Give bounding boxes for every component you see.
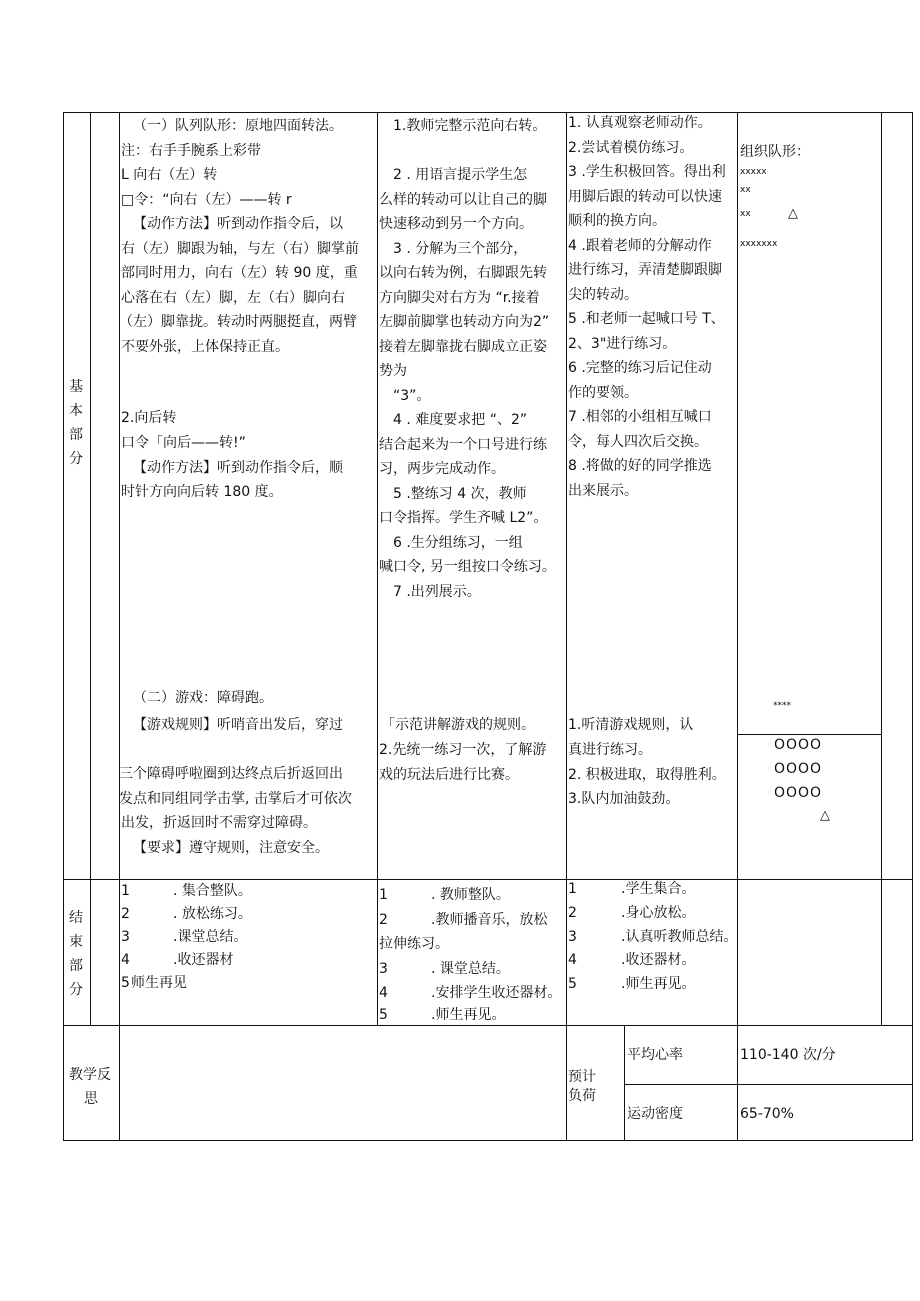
end-item-num: 3 (121, 929, 130, 945)
teacher-step: 5 .整练习 4 次，教师 (393, 485, 527, 502)
table-border-left (63, 112, 64, 1141)
end-teacher-text: .教师播音乐，放松 (431, 911, 548, 928)
game-teacher-step: 2.先统一练习一次，了解游 (379, 742, 547, 758)
drill-method-line: 右（左）脚跟为轴，与左（右）脚掌前 (121, 240, 359, 257)
formation-stars: **** (773, 701, 791, 711)
drill-title: （一）队列队形：原地四面转法。 (133, 118, 343, 134)
end-teacher-num: 3 (379, 960, 388, 977)
formation-row: xxxxxxx (740, 239, 778, 249)
end-item-text: .课堂总结。 (173, 929, 248, 945)
student-step: 尖的转动。 (568, 286, 638, 303)
teacher-step: “3”。 (393, 387, 431, 404)
student-step: 作的要领。 (568, 384, 638, 401)
drill-method-2: 【动作方法】听到动作指令后，顺 (133, 459, 343, 476)
game-formation-row: OOOO (774, 785, 823, 801)
end-student-num: 1 (568, 881, 577, 897)
teacher-step: 左脚前脚掌也转动方向为2” (379, 314, 550, 330)
end-teacher-num: 1 (379, 887, 388, 903)
student-step: 2、3"进行练习。 (568, 335, 677, 352)
student-step: 7 .相邻的小组相互喊口 (568, 409, 712, 425)
col-divider-load (624, 1025, 625, 1141)
formation-row: xx (740, 185, 751, 195)
student-step: 出来展示。 (568, 482, 638, 499)
teacher-step: 7 .出列展示。 (393, 583, 481, 600)
teacher-step: 3 . 分解为三个部分， (393, 240, 528, 257)
end-student-num: 2 (568, 905, 577, 921)
teacher-step: 喊口令, 另一组按口令练习。 (379, 559, 556, 575)
game-formation-row: OOOO (774, 761, 823, 777)
teacher-position-triangle: △ (820, 808, 830, 823)
teacher-step: 6 .生分组练习，一组 (393, 534, 523, 551)
col-divider-teacher (377, 112, 378, 1025)
end-item-text: . 集合整队。 (173, 883, 252, 899)
end-item-text: . 放松练习。 (173, 906, 252, 922)
formation-title: 组织队形： (740, 144, 810, 160)
table-border-bottom (63, 1140, 913, 1141)
game-student-step: 2. 积极进取，取得胜利。 (568, 766, 726, 783)
drill-item-2: 2.向后转 (121, 410, 177, 426)
teacher-step: 接着左脚靠拢右脚成立正姿 (379, 338, 547, 355)
density-value: 65-70% (740, 1106, 794, 1122)
heart-rate-value: 110-140 次/分 (740, 1047, 836, 1063)
end-teacher-num: 2 (379, 911, 388, 928)
table-border-top (63, 112, 913, 113)
end-item-num: 5 (121, 975, 130, 991)
game-rules: 发点和同组同学击掌, 击掌后才可依次 (119, 790, 352, 807)
drill-command-2: 口令「向后——转!” (121, 435, 246, 451)
basic-section-label: 基 本 部 分 (69, 379, 83, 467)
teacher-step: 结合起来为一个口号进行练 (379, 436, 547, 453)
teacher-step: 么样的转动可以让自己的脚 (379, 191, 547, 208)
end-teacher-text: . 教师整队。 (431, 887, 510, 903)
game-teacher-step: 「示范讲解游戏的规则。 (381, 717, 535, 733)
game-title: （二）游戏：障碍跑。 (133, 690, 273, 706)
heart-rate-label: 平均心率 (627, 1047, 683, 1063)
drill-method-line: 不要外张，上体保持正直。 (121, 338, 289, 355)
col-divider-organization (737, 112, 738, 1141)
teacher-step: 口令指挥。学生齐喊 L2”。 (379, 510, 548, 526)
student-step: 顺利的换方向。 (568, 213, 666, 229)
formation-row: xx (740, 209, 751, 219)
end-teacher-text: . 课堂总结。 (431, 960, 510, 977)
student-step: 1. 认真观察老师动作。 (568, 115, 712, 131)
student-step: 6 .完整的练习后记住动 (568, 360, 712, 376)
drill-method-line: 心落在右（左）脚，左（右）脚向右 (121, 289, 345, 306)
game-rules: 【游戏规则】听哨音出发后，穿过 (133, 717, 343, 733)
drill-note: 注：右手手腕系上彩带 (121, 142, 261, 159)
table-border-right (912, 112, 913, 1141)
end-student-num: 4 (568, 952, 577, 968)
end-student-text: .收还器材。 (621, 952, 696, 968)
teacher-step: 2 . 用语言提示学生怎 (393, 167, 528, 183)
col-divider-label (90, 112, 91, 1025)
end-student-num: 5 (568, 976, 577, 992)
drill-command: □令：“向右（左）——转 r (121, 191, 292, 208)
load-label: 负荷 (568, 1088, 596, 1104)
end-student-num: 3 (568, 929, 577, 945)
game-rules: 出发，折返回时不需穿过障碍。 (121, 815, 317, 831)
game-formation-row: OOOO (774, 737, 823, 753)
student-step: 5 .和老师一起喊口号 T、 (568, 311, 725, 327)
game-teacher-step: 戏的玩法后进行比赛。 (379, 766, 519, 783)
drill-method-line: （左）脚靠拢。转动时两腿挺直，两臂 (119, 314, 357, 330)
drill-method-line: 部同时用力，向右（左）转 90 度，重 (121, 265, 358, 281)
end-student-text: .师生再见。 (621, 976, 696, 992)
student-step: 用脚后跟的转动可以快速 (568, 188, 722, 205)
student-step: 4 .跟着老师的分解动作 (568, 237, 712, 254)
end-teacher-num: 5 (379, 1007, 388, 1023)
end-item-num: 1 (121, 883, 130, 899)
teacher-step: 快速移动到另一个方向。 (379, 216, 533, 232)
reflection-label: 思 (84, 1091, 98, 1107)
load-label: 预计 (568, 1069, 596, 1085)
col-divider-student (566, 112, 567, 1141)
teacher-step: 1.教师完整示范向右转。 (393, 118, 547, 134)
teacher-position-triangle: △ (788, 206, 798, 221)
end-student-text: .身心放松。 (621, 905, 696, 921)
end-student-text: .学生集合。 (621, 881, 696, 897)
game-requirement: 【要求】遵守规则，注意安全。 (133, 839, 329, 856)
game-rules: 三个障碍呼啦圈到达终点后折返回出 (119, 766, 343, 782)
teacher-step: 方向脚尖对右方为 “r.接着 (379, 289, 540, 306)
end-teacher-text: 拉伸练习。 (379, 936, 449, 952)
col-divider-content (119, 112, 120, 1141)
teacher-step: 习，两步完成动作。 (379, 461, 505, 477)
student-step: 令，每人四次后交换。 (568, 433, 708, 450)
teacher-step: 势为 (379, 363, 407, 379)
drill-method-2: 时针方向向后转 180 度。 (121, 484, 283, 500)
teacher-step: 以向右转为例，右脚跟先转 (379, 265, 547, 281)
reflection-label: 教学反 (69, 1067, 111, 1083)
student-step: 2.尝试着模仿练习。 (568, 139, 694, 156)
game-student-step: 3.队内加油鼓劲。 (568, 791, 680, 807)
drill-item-1: L 向右（左）转 (121, 167, 218, 183)
end-teacher-text: .安排学生收还器材。 (431, 985, 562, 1001)
col-divider-notes (881, 112, 882, 1025)
end-section-label: 结 束 部 分 (69, 910, 83, 998)
end-item-num: 4 (121, 952, 130, 968)
drill-method-line: 【动作方法】听到动作指令后，以 (133, 216, 343, 232)
student-step: 3 .学生积极回答。得出利 (568, 164, 726, 180)
end-student-text: .认真听教师总结。 (621, 929, 738, 945)
divider-load-rows (624, 1084, 913, 1085)
end-item-num: 2 (121, 906, 130, 922)
end-item-text: 师生再见 (131, 975, 187, 991)
teacher-step: 4 . 难度要求把 “、2” (393, 412, 528, 428)
end-teacher-text: .师生再见。 (431, 1007, 506, 1023)
density-label: 运动密度 (627, 1106, 683, 1122)
formation-row: xxxxx (740, 167, 767, 177)
game-student-step: 真进行练习。 (568, 742, 652, 758)
student-step: 8 .将做的好的同学推选 (568, 458, 712, 474)
student-step: 进行练习，弄清楚脚跟脚 (568, 262, 722, 278)
game-student-step: 1.听清游戏规则，认 (568, 717, 694, 733)
end-item-text: .收还器材 (173, 952, 234, 968)
end-teacher-num: 4 (379, 985, 388, 1001)
